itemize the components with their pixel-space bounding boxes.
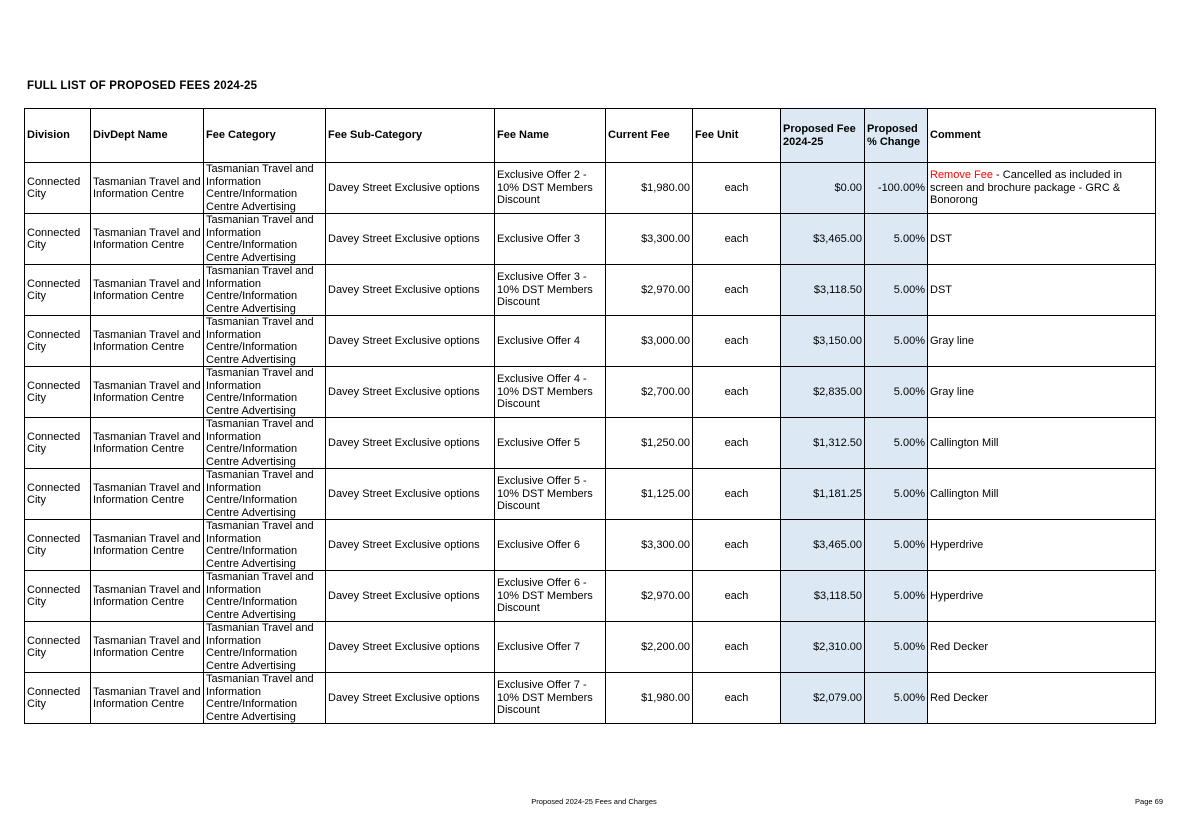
cell-fee-category: Tasmanian Travel and Information Centre/Information Centre Advertising: [204, 673, 326, 724]
cell-proposed-change: 5.00%: [865, 622, 928, 673]
page-number: Page 69: [1135, 797, 1163, 806]
cell-division: Connected City: [25, 163, 91, 214]
cell-fee-unit: each: [693, 571, 781, 622]
fees-table: [24, 108, 1156, 724]
cell-division: Connected City: [25, 622, 91, 673]
table-row: [25, 265, 1156, 316]
cell-proposed-change: 5.00%: [865, 520, 928, 571]
cell-proposed-change: 5.00%: [865, 418, 928, 469]
table-body: [25, 163, 1156, 724]
cell-proposed-fee: $2,835.00: [781, 367, 865, 418]
cell-division: Connected City: [25, 367, 91, 418]
cell-proposed-fee: $3,118.50: [781, 571, 865, 622]
cell-proposed-change: -100.00%: [865, 163, 928, 214]
cell-proposed-change: 5.00%: [865, 367, 928, 418]
cell-divdept-name: Tasmanian Travel and Information Centre: [91, 163, 204, 214]
table-row: [25, 622, 1156, 673]
cell-current-fee: $2,970.00: [606, 571, 693, 622]
cell-comment: [928, 163, 1156, 214]
cell-fee-category: Tasmanian Travel and Information Centre/Information Centre Advertising: [204, 367, 326, 418]
cell-proposed-fee: $3,465.00: [781, 214, 865, 265]
cell-fee-sub-category: Davey Street Exclusive options: [326, 418, 495, 469]
comment-text: - Cancelled as included in screen and brochure package - GRC & Bonorong: [930, 169, 1123, 207]
cell-comment: [928, 316, 1156, 367]
cell-fee-unit: each: [693, 673, 781, 724]
cell-fee-sub-category: Davey Street Exclusive options: [326, 520, 495, 571]
cell-fee-category: Tasmanian Travel and Information Centre/Information Centre Advertising: [204, 571, 326, 622]
comment-text: Red Decker: [930, 640, 989, 653]
cell-division: Connected City: [25, 469, 91, 520]
cell-fee-sub-category: Davey Street Exclusive options: [326, 367, 495, 418]
footer-document-name: Proposed 2024-25 Fees and Charges: [531, 797, 657, 806]
cell-fee-category: Tasmanian Travel and Information Centre/Information Centre Advertising: [204, 418, 326, 469]
cell-division: Connected City: [25, 571, 91, 622]
cell-fee-name: Exclusive Offer 6: [495, 520, 606, 571]
header-fee-category: Fee Category: [204, 109, 326, 163]
cell-fee-category: Tasmanian Travel and Information Centre/Information Centre Advertising: [204, 316, 326, 367]
cell-proposed-fee: $3,150.00: [781, 316, 865, 367]
page-title: FULL LIST OF PROPOSED FEES 2024-25: [27, 80, 258, 92]
cell-current-fee: $1,250.00: [606, 418, 693, 469]
cell-fee-sub-category: Davey Street Exclusive options: [326, 163, 495, 214]
comment-text: DST: [930, 283, 952, 296]
cell-comment: [928, 469, 1156, 520]
table-row: [25, 163, 1156, 214]
cell-fee-name: Exclusive Offer 4: [495, 316, 606, 367]
cell-fee-name: Exclusive Offer 3 - 10% DST Members Discount: [495, 265, 606, 316]
cell-fee-sub-category: Davey Street Exclusive options: [326, 214, 495, 265]
cell-division: Connected City: [25, 316, 91, 367]
cell-proposed-change: 5.00%: [865, 265, 928, 316]
cell-fee-unit: each: [693, 418, 781, 469]
cell-proposed-change: 5.00%: [865, 571, 928, 622]
cell-proposed-fee: $3,465.00: [781, 520, 865, 571]
cell-division: Connected City: [25, 520, 91, 571]
cell-division: Connected City: [25, 418, 91, 469]
comment-text: Red Decker: [930, 691, 989, 704]
header-fee-sub-category: Fee Sub-Category: [326, 109, 495, 163]
table-row: [25, 418, 1156, 469]
cell-current-fee: $2,700.00: [606, 367, 693, 418]
cell-comment: [928, 265, 1156, 316]
table-row: [25, 214, 1156, 265]
cell-proposed-fee: $2,310.00: [781, 622, 865, 673]
cell-fee-name: Exclusive Offer 4 - 10% DST Members Discount: [495, 367, 606, 418]
comment-text: Callington Mill: [930, 487, 999, 500]
cell-fee-unit: each: [693, 316, 781, 367]
cell-current-fee: $1,980.00: [606, 163, 693, 214]
cell-current-fee: $3,000.00: [606, 316, 693, 367]
table-row: [25, 316, 1156, 367]
cell-proposed-change: 5.00%: [865, 316, 928, 367]
cell-fee-name: Exclusive Offer 7 - 10% DST Members Discount: [495, 673, 606, 724]
table-row: [25, 367, 1156, 418]
cell-divdept-name: Tasmanian Travel and Information Centre: [91, 367, 204, 418]
comment-text: Callington Mill: [930, 436, 999, 449]
cell-fee-category: Tasmanian Travel and Information Centre/Information Centre Advertising: [204, 520, 326, 571]
cell-fee-sub-category: Davey Street Exclusive options: [326, 265, 495, 316]
table-row: [25, 571, 1156, 622]
cell-comment: [928, 418, 1156, 469]
cell-divdept-name: Tasmanian Travel and Information Centre: [91, 571, 204, 622]
cell-division: Connected City: [25, 673, 91, 724]
cell-fee-sub-category: Davey Street Exclusive options: [326, 622, 495, 673]
header-fee-unit: Fee Unit: [693, 109, 781, 163]
cell-divdept-name: Tasmanian Travel and Information Centre: [91, 316, 204, 367]
cell-fee-name: Exclusive Offer 3: [495, 214, 606, 265]
comment-text: Hyperdrive: [930, 589, 984, 602]
cell-proposed-change: 5.00%: [865, 469, 928, 520]
cell-divdept-name: Tasmanian Travel and Information Centre: [91, 469, 204, 520]
cell-division: Connected City: [25, 214, 91, 265]
comment-text: Hyperdrive: [930, 538, 984, 551]
table-row: [25, 673, 1156, 724]
cell-divdept-name: Tasmanian Travel and Information Centre: [91, 214, 204, 265]
cell-divdept-name: Tasmanian Travel and Information Centre: [91, 265, 204, 316]
comment-text: Gray line: [930, 334, 975, 347]
cell-fee-name: Exclusive Offer 2 - 10% DST Members Discount: [495, 163, 606, 214]
table-header-row: [25, 109, 1156, 163]
cell-comment: [928, 571, 1156, 622]
cell-fee-unit: each: [693, 622, 781, 673]
cell-comment: [928, 520, 1156, 571]
cell-current-fee: $2,970.00: [606, 265, 693, 316]
header-divdept-name: DivDept Name: [91, 109, 204, 163]
header-proposed-fee: Proposed Fee 2024-25: [781, 109, 865, 163]
cell-fee-category: Tasmanian Travel and Information Centre/Information Centre Advertising: [204, 265, 326, 316]
cell-comment: [928, 367, 1156, 418]
cell-fee-unit: each: [693, 265, 781, 316]
cell-fee-unit: each: [693, 469, 781, 520]
cell-proposed-change: 5.00%: [865, 673, 928, 724]
cell-current-fee: $3,300.00: [606, 520, 693, 571]
header-fee-name: Fee Name: [495, 109, 606, 163]
cell-fee-unit: each: [693, 367, 781, 418]
cell-fee-name: Exclusive Offer 7: [495, 622, 606, 673]
cell-divdept-name: Tasmanian Travel and Information Centre: [91, 418, 204, 469]
cell-fee-category: Tasmanian Travel and Information Centre/Information Centre Advertising: [204, 622, 326, 673]
cell-current-fee: $3,300.00: [606, 214, 693, 265]
header-division: Division: [25, 109, 91, 163]
cell-divdept-name: Tasmanian Travel and Information Centre: [91, 520, 204, 571]
cell-divdept-name: Tasmanian Travel and Information Centre: [91, 673, 204, 724]
cell-current-fee: $1,980.00: [606, 673, 693, 724]
header-comment: Comment: [928, 109, 1156, 163]
cell-proposed-fee: $2,079.00: [781, 673, 865, 724]
comment-text: Gray line: [930, 385, 975, 398]
cell-division: Connected City: [25, 265, 91, 316]
cell-fee-sub-category: Davey Street Exclusive options: [326, 316, 495, 367]
cell-comment: [928, 673, 1156, 724]
table-row: [25, 469, 1156, 520]
cell-proposed-fee: $0.00: [781, 163, 865, 214]
cell-fee-category: Tasmanian Travel and Information Centre/Information Centre Advertising: [204, 163, 326, 214]
cell-fee-name: Exclusive Offer 5 - 10% DST Members Discount: [495, 469, 606, 520]
cell-fee-unit: each: [693, 520, 781, 571]
cell-proposed-fee: $1,312.50: [781, 418, 865, 469]
cell-current-fee: $1,125.00: [606, 469, 693, 520]
cell-divdept-name: Tasmanian Travel and Information Centre: [91, 622, 204, 673]
cell-fee-category: Tasmanian Travel and Information Centre/Information Centre Advertising: [204, 214, 326, 265]
cell-fee-unit: each: [693, 214, 781, 265]
cell-fee-sub-category: Davey Street Exclusive options: [326, 673, 495, 724]
comment-text: DST: [930, 232, 952, 245]
remove-fee-label: Remove Fee: [930, 169, 993, 182]
cell-proposed-fee: $1,181.25: [781, 469, 865, 520]
header-current-fee: Current Fee: [606, 109, 693, 163]
cell-proposed-change: 5.00%: [865, 214, 928, 265]
cell-fee-sub-category: Davey Street Exclusive options: [326, 571, 495, 622]
cell-comment: [928, 622, 1156, 673]
cell-fee-category: Tasmanian Travel and Information Centre/Information Centre Advertising: [204, 469, 326, 520]
cell-fee-name: Exclusive Offer 6 - 10% DST Members Discount: [495, 571, 606, 622]
cell-comment: [928, 214, 1156, 265]
header-proposed-change: Proposed % Change: [865, 109, 928, 163]
cell-fee-name: Exclusive Offer 5: [495, 418, 606, 469]
table-row: [25, 520, 1156, 571]
cell-proposed-fee: $3,118.50: [781, 265, 865, 316]
cell-current-fee: $2,200.00: [606, 622, 693, 673]
cell-fee-sub-category: Davey Street Exclusive options: [326, 469, 495, 520]
cell-fee-unit: each: [693, 163, 781, 214]
